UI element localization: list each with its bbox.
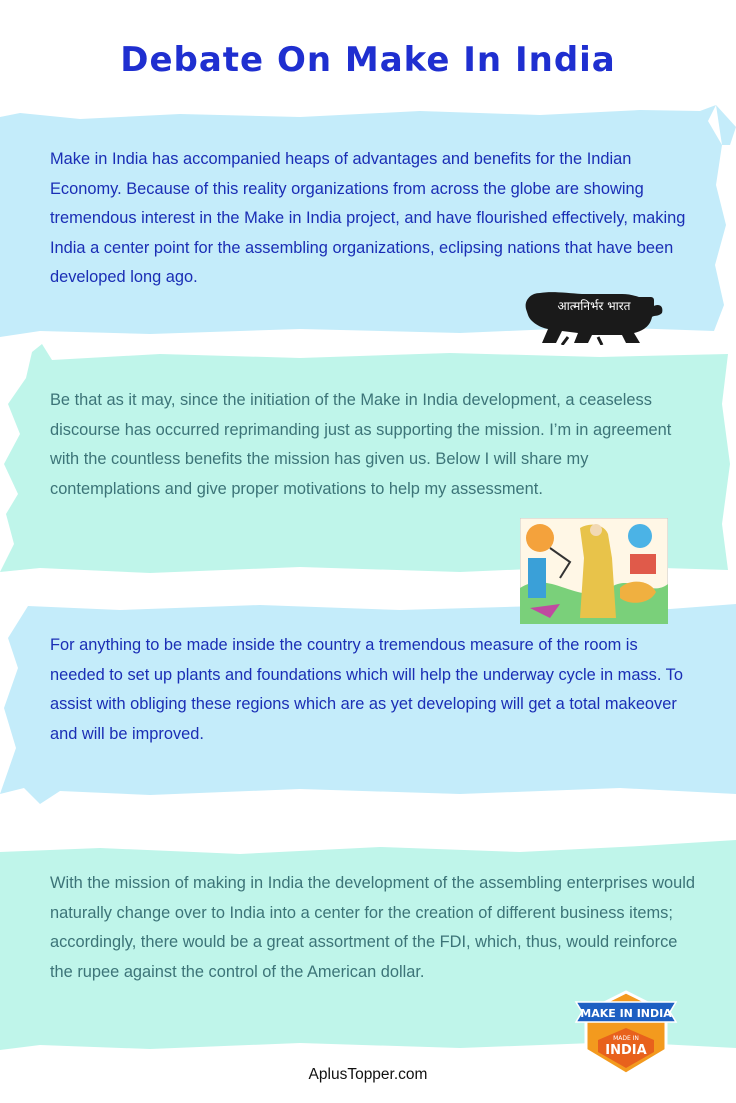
paragraph-infrastructure: For anything to be made inside the country a tremendous measure of the room is needed to set up plants and foundations which will help the underway cycle in mass. To assist with obliging these regions which are as yet developing will get a total makeover and will be improved.: [50, 636, 683, 743]
make-in-india-badge: [574, 988, 678, 1076]
badge-top-text: MAKE IN INDIA: [580, 1007, 672, 1020]
lion-logo-text: आत्मनिर्भर भारत: [557, 299, 631, 313]
paragraph-discourse: Be that as it may, since the initiation of the Make in India development, a ceaseless discourse has occurred reprimanding just as supporting the mission. I’m in agreement with the countless benefits the mission has given us. Below I will share my contemplations and give proper motivations to help my assessment.: [50, 391, 672, 498]
badge-bottom-text: INDIA: [605, 1043, 647, 1058]
make-in-india-illustration: [520, 518, 668, 624]
paragraph-advantages: Make in India has accompanied heaps of advantages and benefits for the Indian Economy. Because of this reality organizations from across the globe are showing tremendous interest in the Make in India project, and have flourished effectively, making India a center point for the assembling organizations, eclipsing nations that have been developed long ago.: [50, 150, 686, 287]
page-title: Debate On Make In India: [120, 40, 616, 80]
paragraph-fdi: With the mission of making in India the development of the assembling enterprises would naturally change over to India into a center for the creation of different business items; accordingly, there would be a great assortment of the FDI, which, thus, would reinforce the rupee against the control of the American dollar.: [50, 874, 696, 981]
badge-made-in-text: MADE IN: [613, 1035, 639, 1042]
lion-logo-image: [522, 287, 666, 345]
footer-site-name: AplusTopper.com: [308, 1066, 428, 1083]
